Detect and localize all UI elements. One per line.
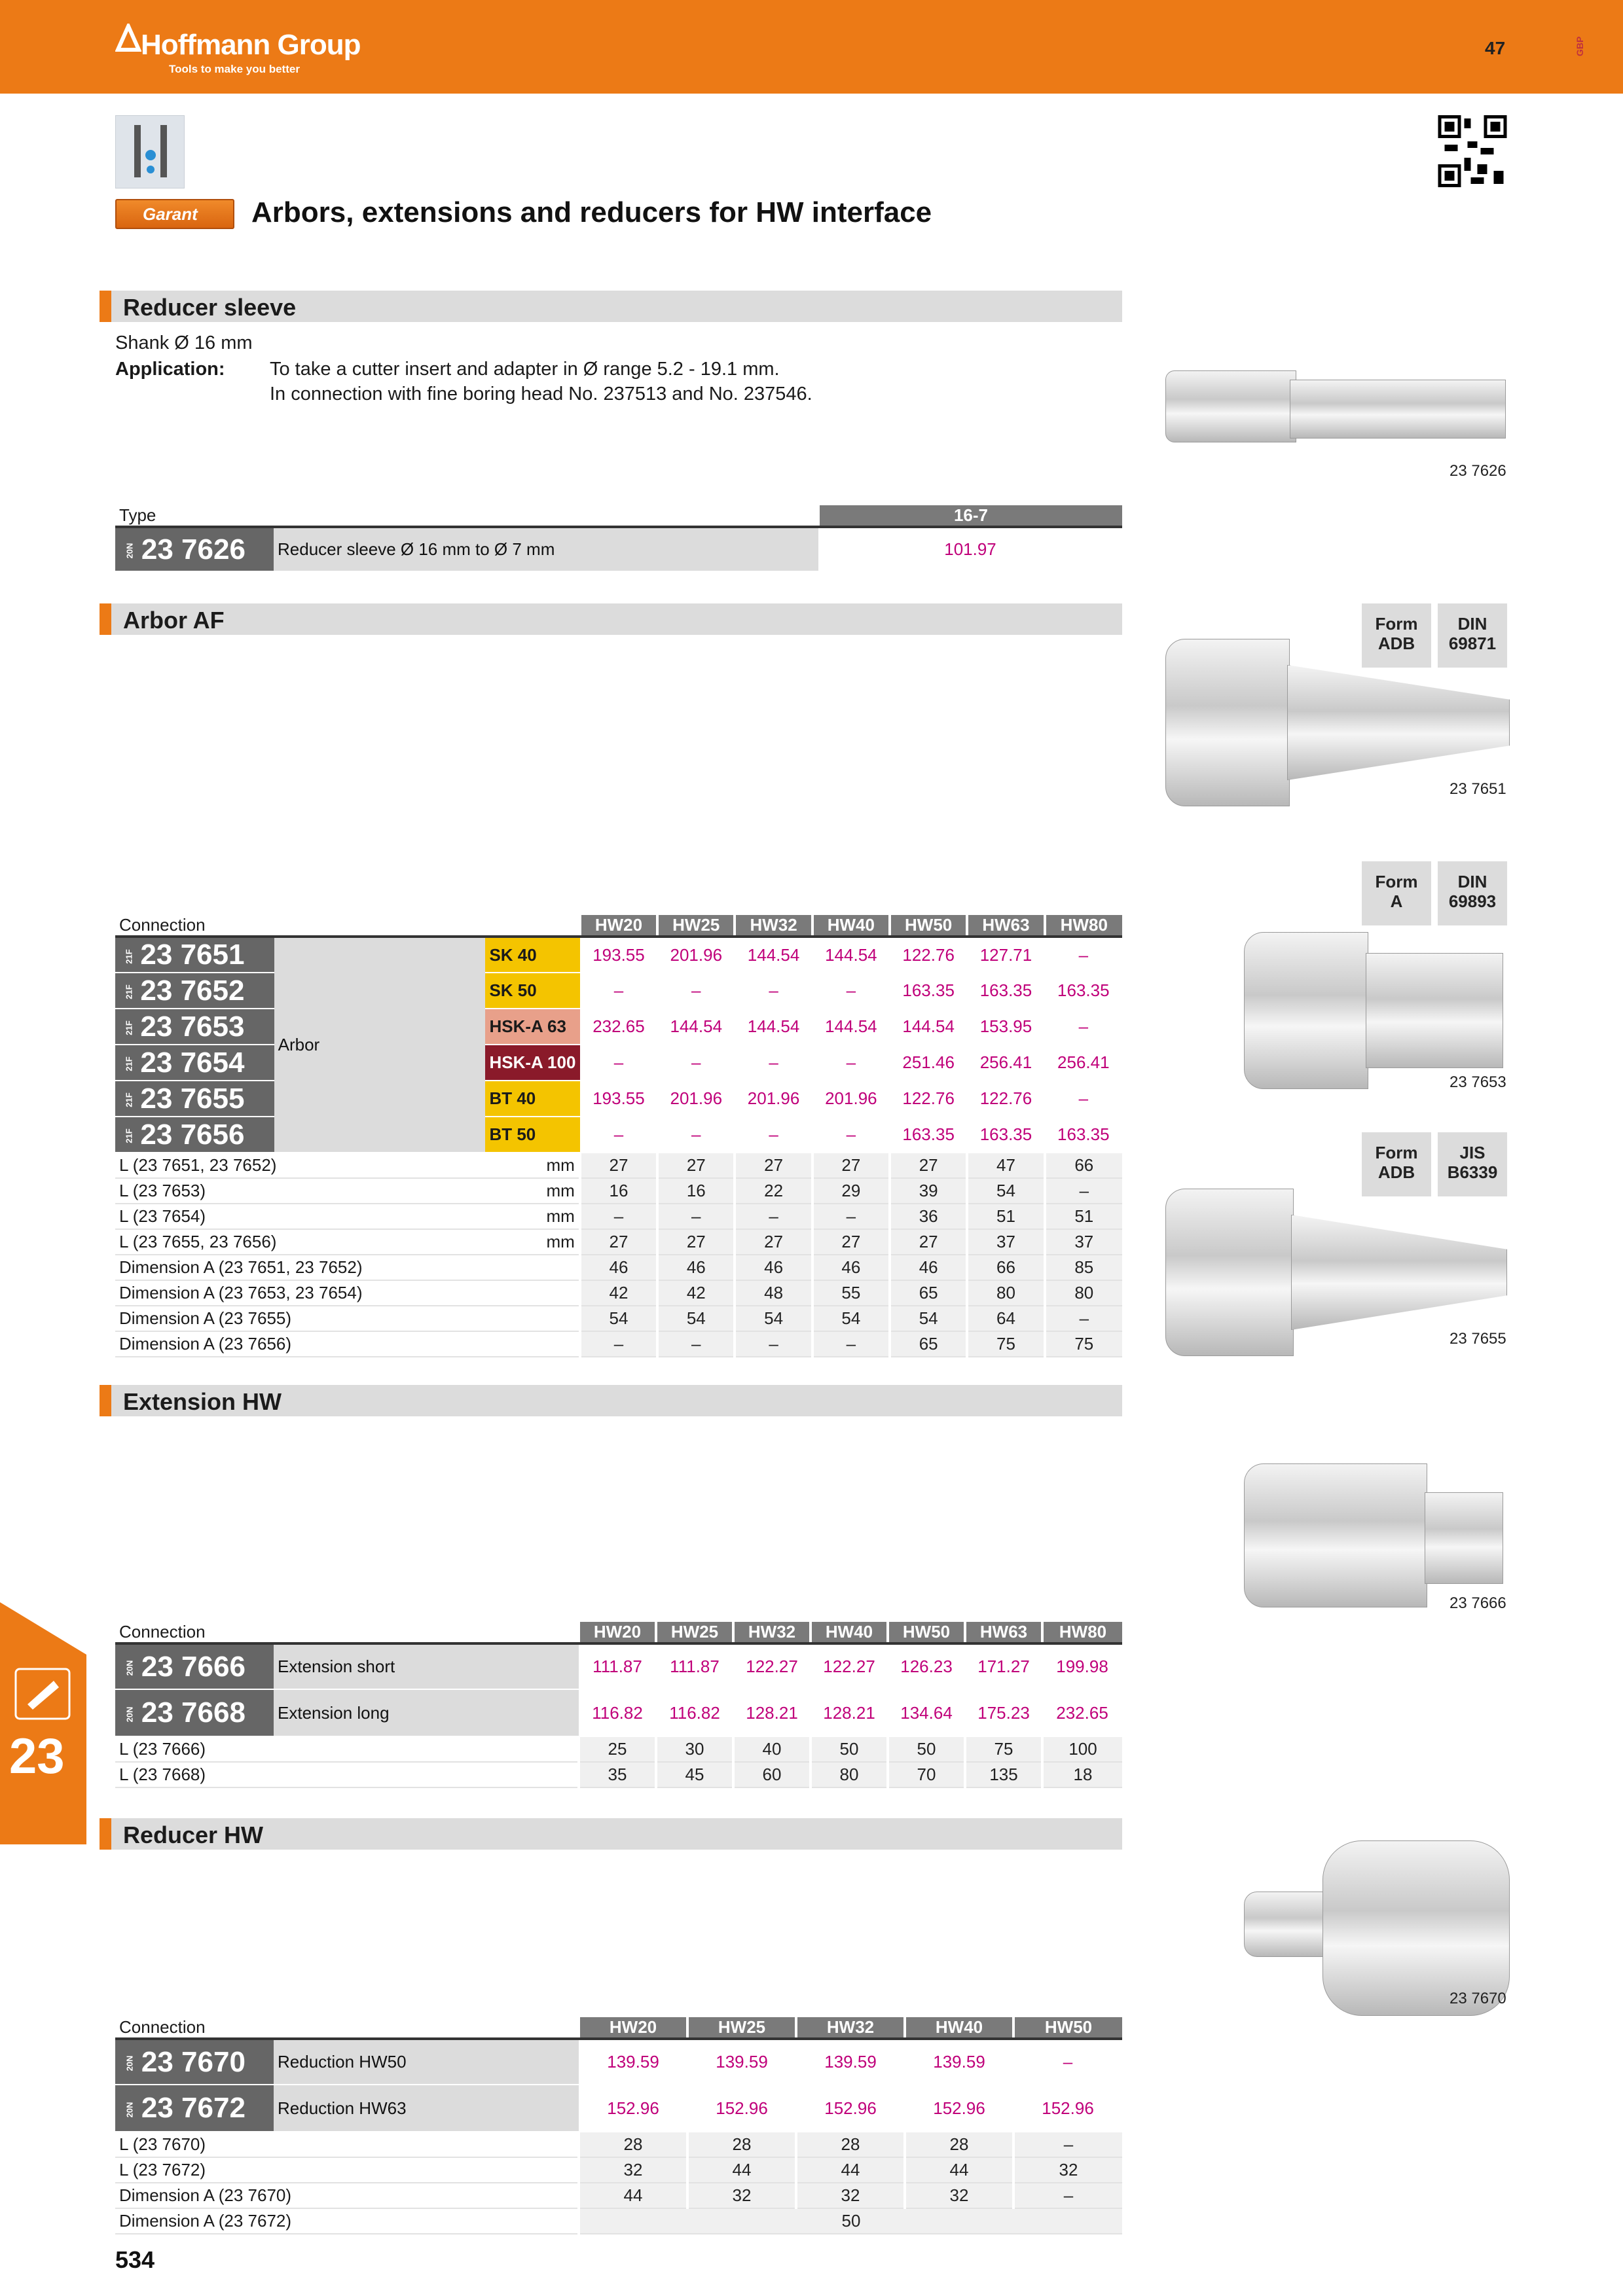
price-cell: – <box>1045 1009 1122 1045</box>
dimension-value: – <box>657 1204 735 1229</box>
dimension-value: – <box>1045 1306 1122 1331</box>
price-cell: – <box>735 973 812 1009</box>
dimension-label: L (23 7670) <box>115 2132 579 2157</box>
dimension-value: 28 <box>579 2132 687 2157</box>
price-cell: 163.35 <box>890 1117 967 1153</box>
dimension-value: 32 <box>687 2183 796 2208</box>
reducer-sleeve-image <box>1165 370 1296 442</box>
article-number[interactable]: 21F 23 7656 <box>115 1117 274 1153</box>
price-cell: 116.82 <box>656 1689 733 1736</box>
dimension-value: 64 <box>967 1306 1044 1331</box>
price-cell: – <box>580 1117 657 1153</box>
price-cell: 251.46 <box>890 1045 967 1081</box>
article-description: Extension short <box>274 1643 579 1689</box>
column-header: HW25 <box>656 1622 733 1643</box>
connection-type: HSK-A 100 <box>485 1045 579 1081</box>
arbor-237655-image <box>1165 1189 1294 1356</box>
price-cell: – <box>735 1117 812 1153</box>
dimension-value: 40 <box>733 1736 811 1762</box>
section-heading-extension-hw: Extension HW <box>100 1385 1122 1416</box>
application-line-1: To take a cutter insert and adapter in Ø range 5.2 - 19.1 mm. <box>270 359 780 380</box>
article-number[interactable]: 20N 23 7666 <box>115 1643 274 1689</box>
dimension-label: Dimension A (23 7651, 23 7652) <box>115 1255 580 1280</box>
price-cell: – <box>657 1117 735 1153</box>
chapter-number: 23 <box>9 1729 65 1784</box>
column-header: HW20 <box>579 2017 687 2039</box>
price-cell: 201.96 <box>735 1081 812 1117</box>
dimension-value: – <box>735 1331 812 1357</box>
image-caption: 23 7651 <box>1450 780 1506 798</box>
arbor-description: Arbor <box>274 937 486 1153</box>
article-description: Reducer sleeve Ø 16 mm to Ø 7 mm <box>274 527 818 571</box>
price-cell: 232.65 <box>580 1009 657 1045</box>
dimension-value: 29 <box>812 1178 890 1204</box>
price-cell: 144.54 <box>812 937 890 973</box>
dimension-value: – <box>580 1331 657 1357</box>
dimension-value: 70 <box>888 1762 965 1787</box>
unit-label: mm <box>485 1229 579 1255</box>
column-header: HW80 <box>1045 915 1122 937</box>
application-label: Application: <box>115 359 225 380</box>
garant-logo: Garant <box>115 199 234 229</box>
price-cell: 144.54 <box>735 1009 812 1045</box>
price-cell: – <box>657 973 735 1009</box>
brand-name: Hoffmann Group <box>141 29 361 61</box>
unit-label: mm <box>485 1204 579 1229</box>
dimension-value: 32 <box>905 2183 1013 2208</box>
chapter-side-tab[interactable] <box>0 1602 86 1844</box>
column-header: HW32 <box>735 915 812 937</box>
dimension-value: 18 <box>1042 1762 1122 1787</box>
dimension-label: L (23 7654) <box>115 1204 485 1229</box>
dimension-value: 27 <box>580 1153 657 1178</box>
dimension-value: 46 <box>890 1255 967 1280</box>
form-badge-2: Form A <box>1362 861 1431 925</box>
column-header: 16-7 <box>818 505 1122 527</box>
article-number[interactable]: 21F 23 7651 <box>115 937 274 973</box>
reducer-sleeve-table <box>115 505 1122 572</box>
price-cell: 163.35 <box>967 973 1044 1009</box>
article-number[interactable]: 21F 23 7653 <box>115 1009 274 1045</box>
price-cell: 201.96 <box>657 937 735 973</box>
shank-text: Shank Ø 16 mm <box>115 332 253 353</box>
dimension-value: 46 <box>812 1255 890 1280</box>
dimension-value: 27 <box>735 1229 812 1255</box>
dimension-label: Dimension A (23 7670) <box>115 2183 579 2208</box>
price-cell: 256.41 <box>967 1045 1044 1081</box>
dimension-value: 32 <box>579 2157 687 2183</box>
image-caption: 23 7653 <box>1450 1073 1506 1091</box>
dimension-value: 28 <box>796 2132 905 2157</box>
dimension-value: 80 <box>1045 1280 1122 1306</box>
dimension-value: 54 <box>580 1306 657 1331</box>
dimension-label: L (23 7668) <box>115 1762 579 1787</box>
dimension-label: Dimension A (23 7655) <box>115 1306 580 1331</box>
price-cell: 139.59 <box>687 2039 796 2085</box>
dimension-value: 42 <box>580 1280 657 1306</box>
price-cell: 144.54 <box>890 1009 967 1045</box>
reducer-image <box>1244 1892 1336 1957</box>
connection-type: BT 40 <box>485 1081 579 1117</box>
dimension-value: – <box>1013 2132 1122 2157</box>
article-description: Reduction HW63 <box>274 2085 579 2132</box>
price-cell: 139.59 <box>796 2039 905 2085</box>
connection-label: Connection <box>115 2017 579 2039</box>
dimension-label: L (23 7672) <box>115 2157 579 2183</box>
dimension-value: 16 <box>580 1178 657 1204</box>
dimension-value: 42 <box>657 1280 735 1306</box>
dimension-label: L (23 7666) <box>115 1736 579 1762</box>
price-cell: 152.96 <box>905 2085 1013 2132</box>
price-cell: 111.87 <box>579 1643 656 1689</box>
qr-code-icon[interactable] <box>1438 115 1507 187</box>
column-header: HW25 <box>687 2017 796 2039</box>
din-badge-1: DIN 69871 <box>1438 603 1507 668</box>
dimension-value: – <box>735 1204 812 1229</box>
price-cell: – <box>812 1045 890 1081</box>
column-header: HW25 <box>657 915 735 937</box>
dimension-value: 35 <box>579 1762 656 1787</box>
dimension-value: 27 <box>890 1229 967 1255</box>
price-cell: 122.27 <box>811 1643 888 1689</box>
column-header: HW40 <box>812 915 890 937</box>
dimension-value: 51 <box>967 1204 1044 1229</box>
dimension-value: 75 <box>965 1736 1042 1762</box>
dimension-label: Dimension A (23 7672) <box>115 2208 579 2234</box>
price-cell: 152.96 <box>796 2085 905 2132</box>
arbor-237653-hsk-image <box>1366 953 1503 1068</box>
dimension-value: 54 <box>890 1306 967 1331</box>
price-cell: 153.95 <box>967 1009 1044 1045</box>
dimension-value: 44 <box>905 2157 1013 2183</box>
price-cell: 144.54 <box>657 1009 735 1045</box>
dimension-value: 45 <box>656 1762 733 1787</box>
price-cell: – <box>1013 2039 1122 2085</box>
article-description: Reduction HW50 <box>274 2039 579 2085</box>
dimension-value: 27 <box>890 1153 967 1178</box>
column-header: HW50 <box>1013 2017 1122 2039</box>
arbor-237655-taper-image <box>1291 1215 1507 1330</box>
price-cell: – <box>812 1117 890 1153</box>
dimension-value: – <box>1013 2183 1122 2208</box>
dimension-value: 36 <box>890 1204 967 1229</box>
dimension-label: Dimension A (23 7656) <box>115 1331 580 1357</box>
dimension-value: 51 <box>1045 1204 1122 1229</box>
form-badge-3: Form ADB <box>1362 1132 1431 1196</box>
price-cell: 163.35 <box>890 973 967 1009</box>
price-cell: 152.96 <box>579 2085 687 2132</box>
dimension-value: 50 <box>579 2208 1122 2234</box>
arbor-237651-image <box>1165 639 1290 806</box>
price-cell: 201.96 <box>812 1081 890 1117</box>
column-header: HW50 <box>890 915 967 937</box>
dimension-value: 28 <box>905 2132 1013 2157</box>
dimension-value: 65 <box>890 1331 967 1357</box>
price-cell: 163.35 <box>967 1117 1044 1153</box>
price-cell: 232.65 <box>1042 1689 1122 1736</box>
price-cell: 126.23 <box>888 1643 965 1689</box>
article-number[interactable]: 21F 23 7654 <box>115 1045 274 1081</box>
column-header: HW32 <box>796 2017 905 2039</box>
dimension-value: 37 <box>1045 1229 1122 1255</box>
dimension-value: 54 <box>657 1306 735 1331</box>
dimension-value: 54 <box>967 1178 1044 1204</box>
dimension-value: 50 <box>811 1736 888 1762</box>
price-cell: 163.35 <box>1045 1117 1122 1153</box>
image-caption: 23 7655 <box>1450 1330 1506 1348</box>
dimension-value: 54 <box>735 1306 812 1331</box>
dimension-label: L (23 7653) <box>115 1178 485 1204</box>
reducer-sleeve-shank-image <box>1290 380 1506 439</box>
article-number[interactable]: 21F 23 7655 <box>115 1081 274 1117</box>
dimension-value: 54 <box>812 1306 890 1331</box>
page-number-footer: 534 <box>115 2246 155 2273</box>
dimension-label: L (23 7651, 23 7652) <box>115 1153 485 1178</box>
price-cell: 116.82 <box>579 1689 656 1736</box>
din-badge-2: DIN 69893 <box>1438 861 1507 925</box>
image-caption: 23 7670 <box>1450 1990 1506 2007</box>
dimension-label: Dimension A (23 7653, 23 7654) <box>115 1280 580 1306</box>
dimension-value: 44 <box>796 2157 905 2183</box>
dimension-value: 55 <box>812 1280 890 1306</box>
type-label: Type <box>115 505 818 527</box>
article-number[interactable]: 20N 23 7672 <box>115 2085 274 2132</box>
dimension-value: – <box>580 1204 657 1229</box>
arbor-table <box>115 915 1122 1357</box>
extension-end-image <box>1425 1492 1503 1584</box>
page-title: Arbors, extensions and reducers for HW interface <box>251 196 932 228</box>
column-header: HW32 <box>733 1622 811 1643</box>
dimension-value: 50 <box>888 1736 965 1762</box>
price-cell: 139.59 <box>905 2039 1013 2085</box>
column-header: HW20 <box>580 915 657 937</box>
connection-type: SK 50 <box>485 973 579 1009</box>
dimension-value: 27 <box>580 1229 657 1255</box>
dimension-value: 16 <box>657 1178 735 1204</box>
price-cell: 144.54 <box>735 937 812 973</box>
dimension-value: 66 <box>967 1255 1044 1280</box>
price-cell: – <box>580 973 657 1009</box>
locale-label: GBP <box>1575 36 1585 56</box>
extension-table <box>115 1622 1122 1788</box>
column-header: HW63 <box>965 1622 1042 1643</box>
dimension-value: 75 <box>1045 1331 1122 1357</box>
dimension-value: 32 <box>1013 2157 1122 2183</box>
connection-label: Connection <box>115 915 580 937</box>
price-cell: 122.76 <box>890 1081 967 1117</box>
cutting-insert-icon <box>14 1668 71 1720</box>
dimension-value: 80 <box>811 1762 888 1787</box>
dimension-value: 80 <box>967 1280 1044 1306</box>
dimension-value: 46 <box>657 1255 735 1280</box>
article-description: Extension long <box>274 1689 579 1736</box>
dimension-value: – <box>657 1331 735 1357</box>
image-caption: 23 7666 <box>1450 1594 1506 1612</box>
column-header: HW20 <box>579 1622 656 1643</box>
dimension-value: 46 <box>735 1255 812 1280</box>
article-number[interactable]: 20N 23 7668 <box>115 1689 274 1736</box>
dimension-value: 65 <box>890 1280 967 1306</box>
price-cell: 256.41 <box>1045 1045 1122 1081</box>
price-cell: – <box>812 973 890 1009</box>
arbor-237653-image <box>1244 932 1368 1089</box>
extension-image <box>1244 1463 1427 1607</box>
form-badge-1: Form ADB <box>1362 603 1431 668</box>
dimension-value: 25 <box>579 1736 656 1762</box>
price-cell: 193.55 <box>580 937 657 973</box>
price-cell: – <box>657 1045 735 1081</box>
dimension-value: 30 <box>656 1736 733 1762</box>
price-cell: 128.21 <box>811 1689 888 1736</box>
dimension-value: 85 <box>1045 1255 1122 1280</box>
brand-tagline: Tools to make you better <box>169 63 300 75</box>
price-cell: 127.71 <box>967 937 1044 973</box>
dimension-value: 48 <box>735 1280 812 1306</box>
dimension-value: – <box>812 1331 890 1357</box>
dimension-value: 135 <box>965 1762 1042 1787</box>
column-header: HW40 <box>811 1622 888 1643</box>
price-cell: – <box>580 1045 657 1081</box>
section-heading-reducer-hw: Reducer HW <box>100 1818 1122 1850</box>
connection-type: BT 50 <box>485 1117 579 1153</box>
dimension-value: 60 <box>733 1762 811 1787</box>
dimension-value: 32 <box>796 2183 905 2208</box>
price-cell: 111.87 <box>656 1643 733 1689</box>
price-cell: 128.21 <box>733 1689 811 1736</box>
price-cell: 175.23 <box>965 1689 1042 1736</box>
hoffmann-logo-icon <box>115 24 141 52</box>
price-cell: 101.97 <box>818 527 1122 571</box>
dimension-value: – <box>1045 1178 1122 1204</box>
dimension-value: 75 <box>967 1331 1044 1357</box>
column-header: HW40 <box>905 2017 1013 2039</box>
image-caption: 23 7626 <box>1450 462 1506 480</box>
jis-badge: JIS B6339 <box>1438 1132 1507 1196</box>
price-cell: 199.98 <box>1042 1643 1122 1689</box>
price-cell: – <box>1045 1081 1122 1117</box>
price-cell: 144.54 <box>812 1009 890 1045</box>
coolant-category-icon <box>115 115 185 188</box>
application-line-2: In connection with fine boring head No. 237513 and No. 237546. <box>270 384 812 404</box>
unit-label: mm <box>485 1153 579 1178</box>
dimension-value: 46 <box>580 1255 657 1280</box>
dimension-value: 27 <box>657 1153 735 1178</box>
dimension-value: 47 <box>967 1153 1044 1178</box>
dimension-value: 27 <box>735 1153 812 1178</box>
dimension-value: 66 <box>1045 1153 1122 1178</box>
column-header: HW50 <box>888 1622 965 1643</box>
connection-label: Connection <box>115 1622 579 1643</box>
column-header: HW80 <box>1042 1622 1122 1643</box>
price-cell: 122.76 <box>890 937 967 973</box>
page-number-top: 47 <box>1485 38 1506 58</box>
price-cell: 152.96 <box>687 2085 796 2132</box>
dimension-value: 39 <box>890 1178 967 1204</box>
dimension-value: 44 <box>687 2157 796 2183</box>
dimension-value: 22 <box>735 1178 812 1204</box>
dimension-value: 27 <box>657 1229 735 1255</box>
dimension-value: 100 <box>1042 1736 1122 1762</box>
dimension-label: L (23 7655, 23 7656) <box>115 1229 485 1255</box>
price-cell: – <box>735 1045 812 1081</box>
article-number[interactable]: 20N 23 7626 <box>115 527 274 571</box>
article-number[interactable]: 20N 23 7670 <box>115 2039 274 2085</box>
dimension-value: 44 <box>579 2183 687 2208</box>
dimension-value: 37 <box>967 1229 1044 1255</box>
section-heading-arbor-af: Arbor AF <box>100 603 1122 635</box>
price-cell: 139.59 <box>579 2039 687 2085</box>
arbor-237651-taper-image <box>1287 665 1510 780</box>
dimension-value: 28 <box>687 2132 796 2157</box>
connection-type: SK 40 <box>485 937 579 973</box>
price-cell: 201.96 <box>657 1081 735 1117</box>
section-heading-reducer-sleeve: Reducer sleeve <box>100 291 1122 322</box>
dimension-value: 27 <box>812 1153 890 1178</box>
price-cell: 152.96 <box>1013 2085 1122 2132</box>
reducer-table <box>115 2017 1122 2234</box>
price-cell: 163.35 <box>1045 973 1122 1009</box>
price-cell: 122.76 <box>967 1081 1044 1117</box>
price-cell: 171.27 <box>965 1643 1042 1689</box>
price-cell: 134.64 <box>888 1689 965 1736</box>
connection-type: HSK-A 63 <box>485 1009 579 1045</box>
price-cell: 122.27 <box>733 1643 811 1689</box>
dimension-value: – <box>812 1204 890 1229</box>
column-header: HW63 <box>967 915 1044 937</box>
unit-label: mm <box>485 1178 579 1204</box>
article-number[interactable]: 21F 23 7652 <box>115 973 274 1009</box>
price-cell: 193.55 <box>580 1081 657 1117</box>
dimension-value: 27 <box>812 1229 890 1255</box>
price-cell: – <box>1045 937 1122 973</box>
